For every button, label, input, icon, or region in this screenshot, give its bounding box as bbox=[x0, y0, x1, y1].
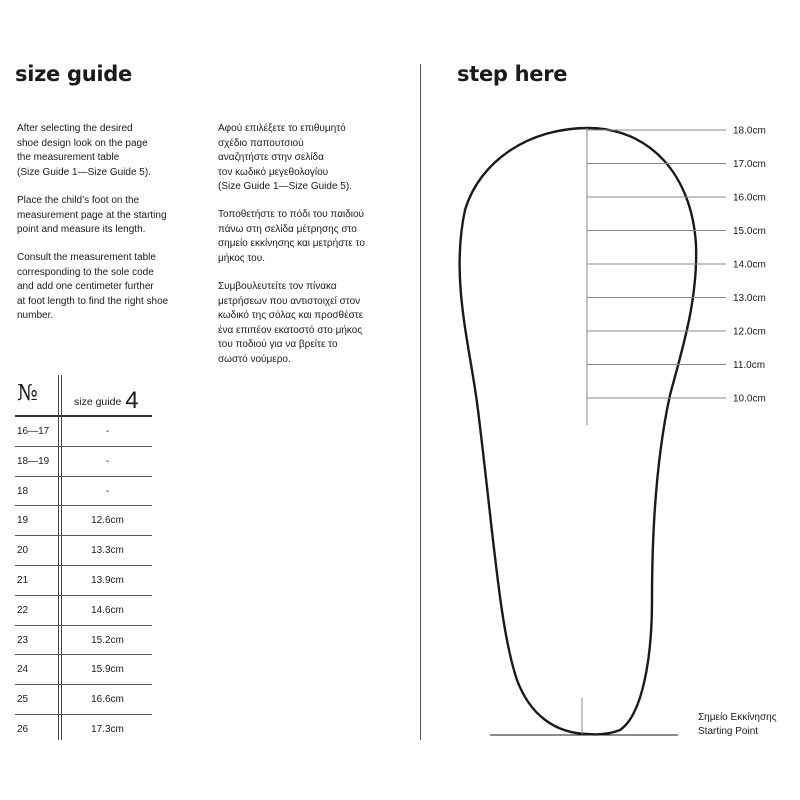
shoe-size-cell: 20 bbox=[17, 545, 29, 557]
foot-length-cell: - bbox=[105, 426, 110, 437]
table-row bbox=[15, 655, 152, 685]
instruction-gr-3: Συμβουλευτείτε τον πίνακα μετρήσεων που αντιστοιχεί στον κωδικό της σόλας και προσθέστε ένα επιπέον εκατοστό στο μήκος του ποδιού για να βρείτε το σωστό νούμερο. bbox=[218, 281, 364, 365]
tick-label: 12.0cm bbox=[733, 326, 766, 338]
tick-label: 15.0cm bbox=[733, 226, 766, 237]
shoe-size-cell: 23 bbox=[17, 634, 29, 646]
starting-point-label: Σημείο Εκκίνησης Starting Point bbox=[698, 712, 777, 737]
instruction-en-2: Place the child’s foot on the measurement page at the starting point and measure its length. bbox=[17, 195, 167, 236]
table-body bbox=[15, 417, 152, 744]
tick-group bbox=[587, 126, 766, 405]
tick-label: 11.0cm bbox=[733, 360, 766, 371]
table-row bbox=[15, 685, 152, 715]
shoe-size-cell: 22 bbox=[17, 604, 29, 616]
table-row bbox=[15, 477, 152, 507]
instruction-en-3: Consult the measurement table corresponding to the sole code and add one centimeter further at foot length to find the right shoe number. bbox=[17, 252, 169, 322]
table-row bbox=[15, 626, 152, 656]
size-table bbox=[15, 375, 152, 744]
shoe-size-cell: 25 bbox=[17, 694, 29, 706]
shoe-size-cell: 18—19 bbox=[17, 455, 50, 467]
size-guide-title: size guide bbox=[15, 62, 132, 86]
table-row bbox=[15, 566, 152, 596]
shoe-size-cell: 16—17 bbox=[17, 426, 50, 437]
instruction-gr-1: Αφού επιλέξετε το επιθυμητό σχέδιο παπουτσιού αναζητήστε στην σελίδα τον κωδικό μεγεθολογίου (Size Guide 1—Size Guide 5). bbox=[218, 123, 352, 193]
foot-length-cell: - bbox=[105, 455, 110, 467]
shoe-size-cell: 18 bbox=[17, 485, 29, 497]
table-header-number: № bbox=[17, 381, 38, 406]
table-row bbox=[15, 506, 152, 536]
foot-length-cell: 12.6cm bbox=[91, 515, 124, 527]
table-row bbox=[15, 715, 152, 744]
table-header bbox=[15, 375, 152, 415]
table-row bbox=[15, 596, 152, 626]
table-header-guide bbox=[74, 384, 139, 412]
foot-outline bbox=[460, 128, 697, 734]
foot-length-cell: 17.3cm bbox=[91, 723, 124, 735]
table-row bbox=[15, 417, 152, 447]
foot-length-cell: 16.6cm bbox=[91, 694, 124, 706]
table-header-guide-number: 4 bbox=[125, 387, 139, 414]
tick-label: 13.0cm bbox=[733, 293, 766, 304]
shoe-size-cell: 19 bbox=[17, 515, 29, 527]
table-header-guide-label: size guide bbox=[74, 396, 122, 408]
foot-length-cell: 14.6cm bbox=[91, 604, 124, 616]
tick-label: 16.0cm bbox=[733, 192, 766, 204]
table-row bbox=[15, 536, 152, 566]
table-row bbox=[15, 447, 152, 477]
step-here-title: step here bbox=[457, 62, 568, 86]
foot-length-cell: 13.9cm bbox=[91, 574, 124, 586]
instruction-gr-2: Τοποθετήστε το πόδι του παιδιού πάνω στη σελίδα μέτρησης στο σημείο εκκίνησης και μετρήστε το μήκος του. bbox=[218, 209, 365, 264]
foot-length-cell: 13.3cm bbox=[91, 545, 124, 557]
tick-label: 18.0cm bbox=[733, 125, 766, 137]
foot-length-cell: - bbox=[105, 485, 110, 497]
tick-label: 17.0cm bbox=[733, 159, 766, 170]
shoe-size-cell: 26 bbox=[17, 723, 29, 735]
foot-length-cell: 15.9cm bbox=[91, 664, 124, 676]
tick-label: 10.0cm bbox=[733, 393, 766, 405]
shoe-size-cell: 21 bbox=[17, 574, 29, 586]
instruction-en-1: After selecting the desired shoe design look on the page the measurement table (Size Guide 1—Size Guide 5). bbox=[17, 123, 151, 178]
foot-measurement-diagram bbox=[420, 0, 800, 800]
shoe-size-cell: 24 bbox=[17, 664, 29, 676]
tick-label: 14.0cm bbox=[733, 259, 766, 271]
foot-length-cell: 15.2cm bbox=[91, 634, 124, 646]
